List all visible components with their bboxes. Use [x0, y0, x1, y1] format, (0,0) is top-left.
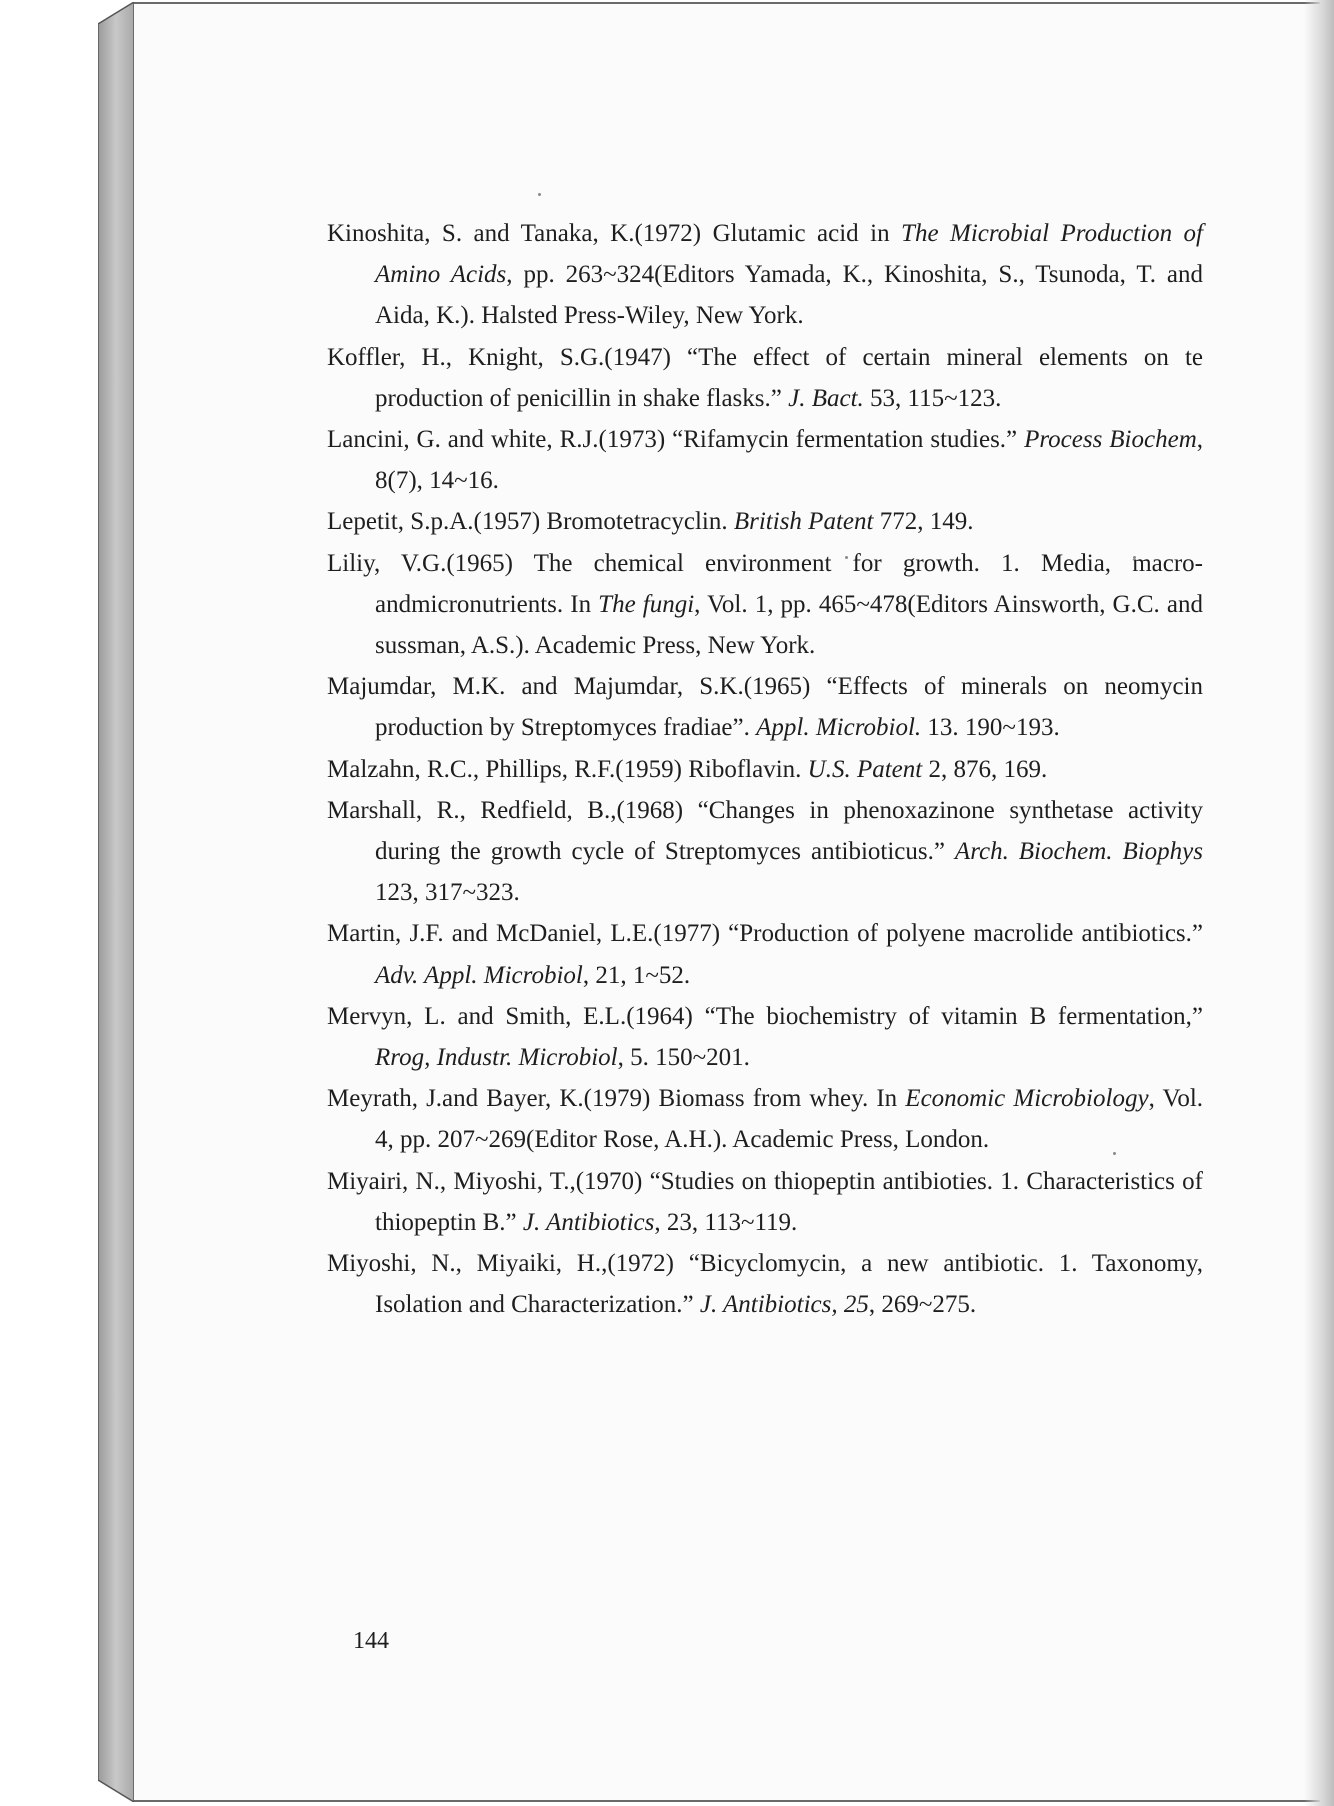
reference-text: 123, 317~323.: [375, 879, 520, 907]
reference-text: , Vol. 4, pp. 207~269(Editor Rose, A.H.). Academic Press, London.: [375, 1085, 1204, 1154]
reference-list: [327, 213, 1203, 1325]
reference-text: , 23, 113~119.: [654, 1208, 798, 1236]
reference-text: , 21, 1~52.: [582, 961, 691, 989]
reference-entry-lancini: [327, 419, 1203, 501]
reference-text: Mervyn, L. and Smith, E.L.(1964) “The biochemistry of vitamin B fermentation,”: [327, 1002, 1203, 1030]
reference-source-italic: Arch. Biochem. Biophys: [954, 838, 1203, 866]
reference-source-italic: British Patent: [733, 508, 874, 536]
reference-source-italic: Rrog, Industr. Microbiol: [375, 1044, 618, 1072]
reference-entry-mervyn: [327, 996, 1203, 1078]
reference-source-italic: Adv. Appl. Microbiol: [375, 961, 583, 989]
reference-source-italic: Economic Microbiology: [905, 1085, 1149, 1113]
reference-source-italic: U.S. Patent: [807, 755, 923, 783]
page-edge-shadow: [1304, 0, 1334, 1806]
reference-source-italic: Appl. Microbiol.: [756, 714, 922, 742]
reference-text: , 8(7), 14~16.: [375, 426, 1203, 495]
reference-source-italic: J. Antibiotics: [522, 1208, 655, 1236]
reference-text: 772, 149.: [873, 508, 974, 536]
reference-entry-koffler: [327, 337, 1203, 419]
reference-text: , 269~275.: [868, 1291, 977, 1319]
scan-speck: [538, 193, 541, 196]
reference-entry-martin: [327, 913, 1203, 995]
reference-entry-miyairi: [327, 1161, 1203, 1243]
reference-text: Kinoshita, S. and Tanaka, K.(1972) Glutamic acid in: [327, 220, 902, 247]
reference-text: Miyairi, N., Miyoshi, T.,(1970) “Studies on thiopeptin antibioties. 1. Characteristics of thiopeptin B.”: [327, 1167, 1203, 1236]
reference-source-italic: The Microbial Production of Amino Acids: [375, 220, 1203, 289]
reference-text: 53, 115~123.: [863, 384, 1002, 412]
reference-source-italic: The fungi: [598, 590, 695, 618]
reference-entry-liliy: [327, 543, 1203, 667]
reference-text: Majumdar, M.K. and Majumdar, S.K.(1965) “Effects of minerals on neomycin production by Streptomyces fradiae”.: [327, 673, 1203, 742]
book-spine: [98, 2, 136, 1802]
reference-text: , Vol. 1, pp. 465~478(Editors Ainsworth, G.C. and sussman, A.S.). Academic Press, New York.: [375, 590, 1203, 660]
reference-text: Liliy, V.G.(1965) The chemical environment for growth. 1. Media, macro-andmicronutrients. In: [327, 549, 1203, 618]
reference-text: 13. 190~193.: [921, 714, 1060, 742]
reference-text: Koffler, H., Knight, S.G.(1947) “The effect of certain mineral elements on te production of penicillin in shake flasks.”: [327, 343, 1203, 412]
reference-text: Marshall, R., Redfield, B.,(1968) “Changes in phenoxazinone synthetase activity during the growth cycle of Streptomyces antibioticus.”: [327, 796, 1203, 866]
reference-text: Malzahn, R.C., Phillips, R.F.(1959) Riboflavin.: [327, 755, 808, 783]
reference-entry-marshall: [327, 790, 1203, 914]
reference-entry-meyrath: [327, 1078, 1203, 1160]
reference-text: 2, 876, 169.: [922, 755, 1048, 783]
reference-text: Lepetit, S.p.A.(1957) Bromotetracyclin.: [327, 508, 734, 536]
reference-entry-lepetit: [327, 501, 1203, 542]
reference-entry-kinoshita: [327, 213, 1203, 337]
page-number: 144: [353, 1628, 389, 1654]
reference-text: Lancini, G. and white, R.J.(1973) “Rifamycin fermentation studies.”: [327, 426, 1025, 454]
reference-source-italic: J. Antibiotics, 25: [699, 1291, 869, 1319]
reference-entry-malzahn: [327, 749, 1203, 790]
reference-entry-miyoshi: [327, 1243, 1203, 1325]
reference-text: Meyrath, J.and Bayer, K.(1979) Biomass from whey. In: [327, 1085, 906, 1113]
reference-entry-majumdar: [327, 666, 1203, 748]
reference-text: , pp. 263~324(Editors Yamada, K., Kinoshita, S., Tsunoda, T. and Aida, K.). Halsted Press-Wiley, New York.: [375, 261, 1203, 330]
reference-text: , 5. 150~201.: [617, 1044, 750, 1072]
reference-text: Miyoshi, N., Miyaiki, H.,(1972) “Bicyclomycin, a new antibiotic. 1. Taxonomy, Isolation and Characterization.”: [327, 1250, 1203, 1319]
reference-source-italic: J. Bact.: [788, 384, 864, 412]
reference-text: Martin, J.F. and McDaniel, L.E.(1977) “Production of polyene macrolide antibiotics.”: [327, 920, 1203, 948]
reference-source-italic: Process Biochem: [1024, 426, 1197, 454]
